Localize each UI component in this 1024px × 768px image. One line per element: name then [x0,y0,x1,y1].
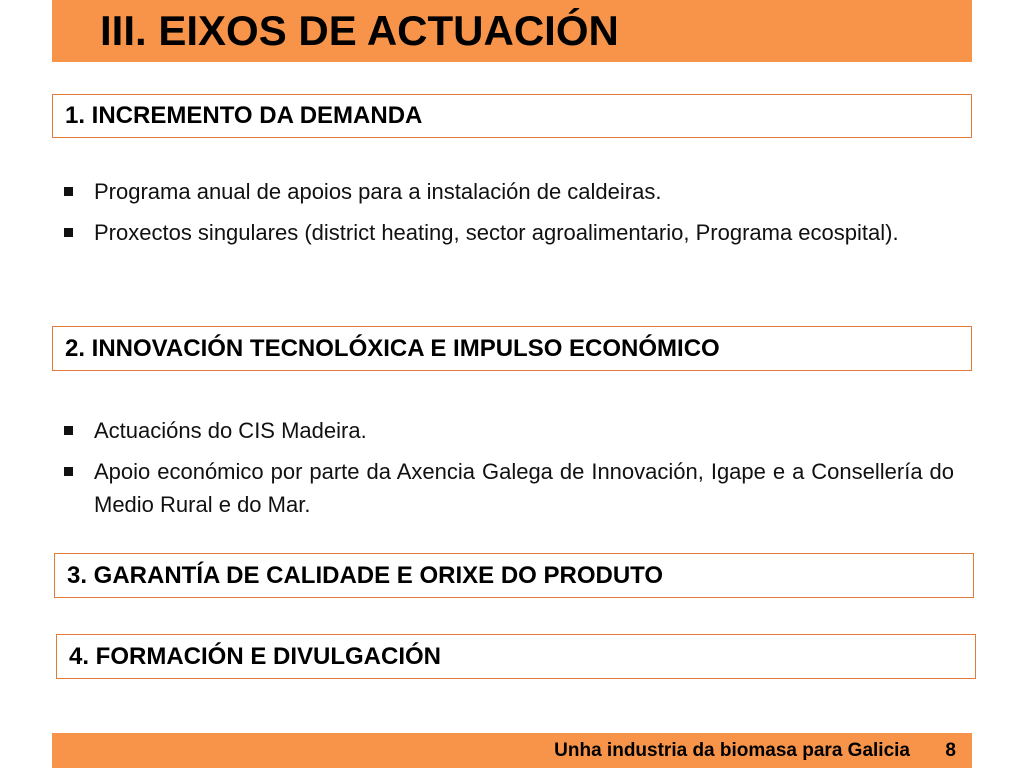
square-bullet-icon [64,228,73,237]
bullet-item [64,455,954,521]
section-heading-4-text: 4. FORMACIÓN E DIVULGACIÓN [69,643,442,670]
square-bullet-icon [64,426,73,435]
square-bullet-icon [64,187,73,196]
section-1-bullets [64,175,954,257]
page-number: 8 [945,740,956,761]
slide-title: III. EIXOS DE ACTUACIÓN [100,7,619,54]
section-heading-2-text: 2. INNOVACIÓN TECNOLÓXICA E IMPULSO ECONÓMICO [65,335,720,362]
bullet-item [64,216,954,249]
section-heading-2 [52,326,972,371]
bullet-text: Apoio económico por parte da Axencia Galega de Innovación, Igape e a Consellería do Medio Rural e do Mar. [94,459,954,517]
section-2-bullets [64,414,954,529]
section-heading-3 [54,553,974,598]
section-heading-1-text: 1. INCREMENTO DA DEMANDA [65,102,423,129]
bullet-text: Proxectos singulares (district heating, sector agroalimentario, Programa ecospital). [94,220,899,245]
footer-text: Unha industria da biomasa para Galicia [554,740,910,761]
bullet-text: Actuacións do CIS Madeira. [94,418,367,443]
section-heading-1 [52,94,972,138]
bullet-item [64,175,954,208]
title-bar [52,0,972,62]
bullet-text: Programa anual de apoios para a instalación de caldeiras. [94,179,662,204]
footer-bar [52,733,972,768]
section-heading-3-text: 3. GARANTÍA DE CALIDADE E ORIXE DO PRODUTO [67,562,664,589]
section-heading-4 [56,634,976,679]
square-bullet-icon [64,467,73,476]
bullet-item [64,414,954,447]
